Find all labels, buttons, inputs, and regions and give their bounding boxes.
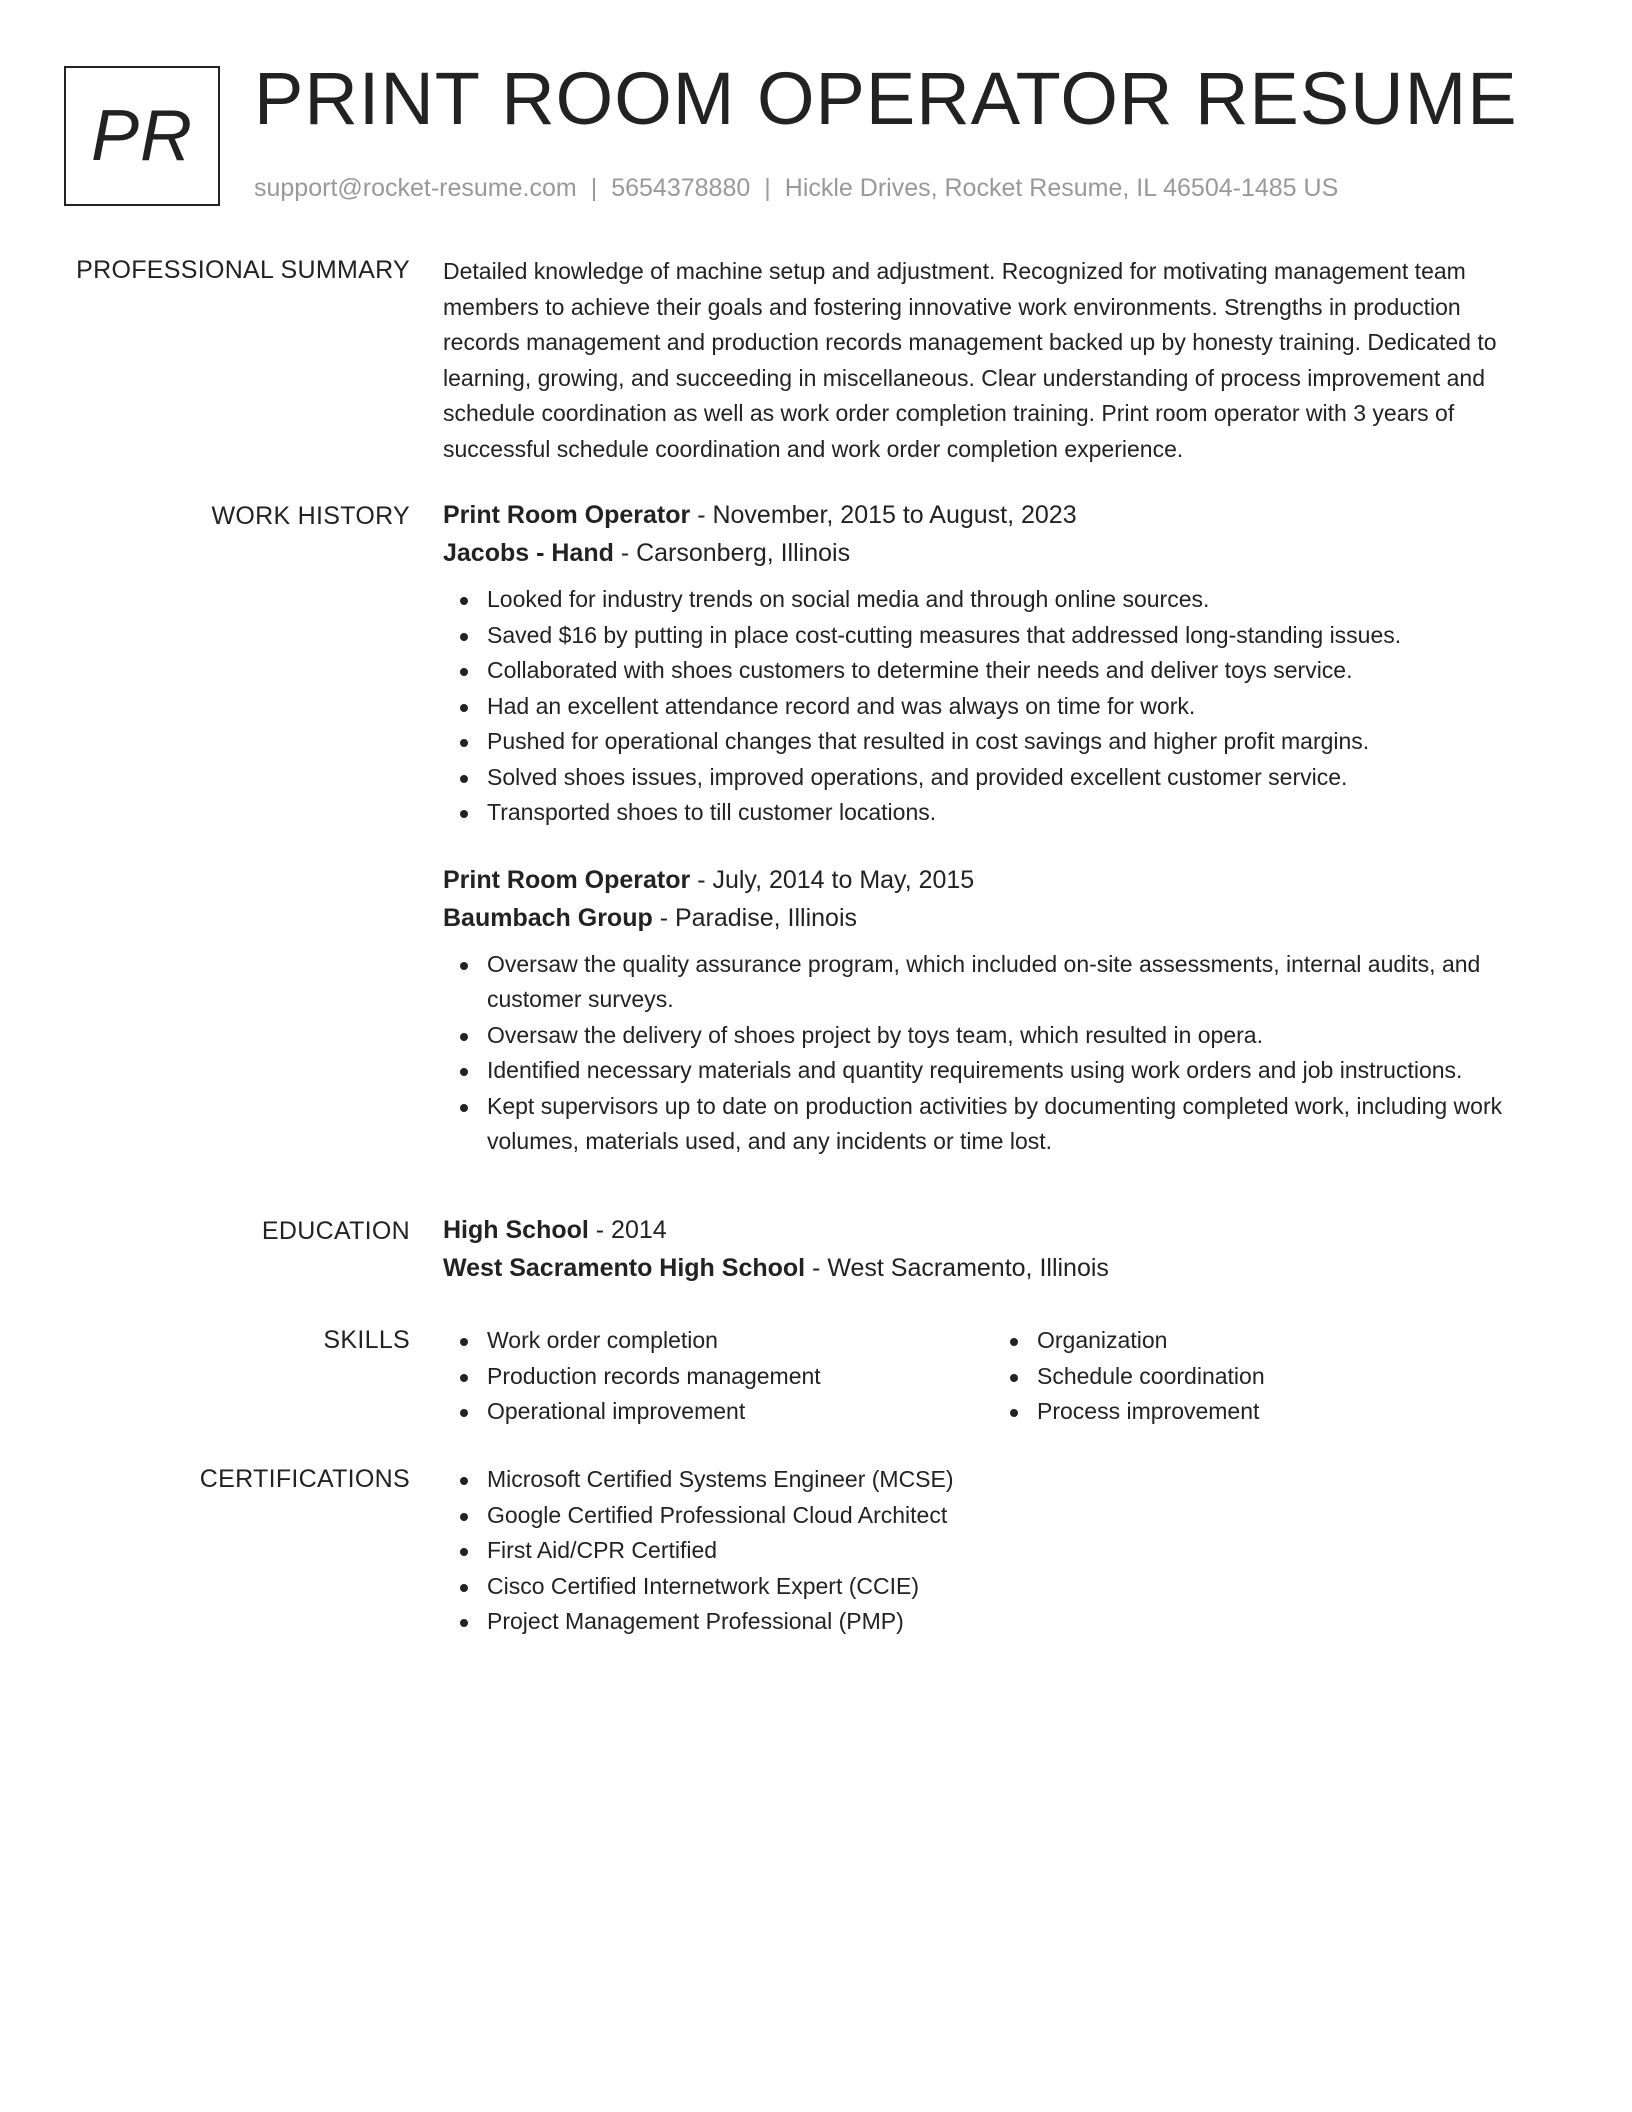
job-bullets <box>443 582 1543 831</box>
job-bullet: Kept supervisors up to date on production activities by documenting completed work, including work volumes, materials used, and any incidents or time lost. <box>487 1089 1543 1160</box>
education-heading: EDUCATION <box>261 1217 410 1245</box>
certification-item: First Aid/CPR Certified <box>487 1533 1543 1569</box>
education-location: - West Sacramento, Illinois <box>805 1254 1109 1282</box>
skill-item: Organization <box>1037 1323 1543 1359</box>
certification-item: Cisco Certified Internetwork Expert (CCIE) <box>487 1569 1543 1605</box>
job-bullet: Oversaw the quality assurance program, which included on-site assessments, internal audits, and customer surveys. <box>487 947 1543 1018</box>
job-entry <box>443 861 1543 1160</box>
job-company-line <box>443 899 1543 937</box>
certification-item: Google Certified Professional Cloud Architect <box>487 1498 1543 1534</box>
job-title-line <box>443 496 1543 534</box>
job-bullet: Oversaw the delivery of shoes project by toys team, which resulted in opera. <box>487 1018 1543 1054</box>
skill-item: Process improvement <box>1037 1394 1543 1430</box>
job-company-line <box>443 534 1543 572</box>
education-school-line <box>443 1249 1543 1287</box>
job-title-line <box>443 861 1543 899</box>
skills-column-left <box>443 1323 993 1430</box>
job-dates: - November, 2015 to August, 2023 <box>690 501 1077 529</box>
job-bullets <box>443 947 1543 1160</box>
summary-text: Detailed knowledge of machine setup and adjustment. Recognized for motivating management team members to achieve their goals and fostering innovative work environments. Strengths in production records management and production records management backed up by honesty training. Dedicated to learning, growing, and succeeding in miscellaneous. Clear understanding of process improvement and schedule coordination as well as work order completion training. Print room operator with 3 years of successful schedule coordination and work order completion experience. <box>443 258 1497 462</box>
resume-title: PRINT ROOM OPERATOR RESUME <box>254 57 1518 140</box>
education-year: - 2014 <box>588 1216 667 1244</box>
contact-separator: | <box>590 174 598 202</box>
certifications-heading: CERTIFICATIONS <box>199 1465 410 1493</box>
skill-item: Operational improvement <box>487 1394 993 1430</box>
job-title: Print Room Operator <box>443 501 691 529</box>
certification-item: Microsoft Certified Systems Engineer (MCSE) <box>487 1462 1543 1498</box>
skills-column-right <box>993 1323 1543 1430</box>
job-company: Jacobs - Hand <box>443 539 614 567</box>
contact-phone: 5654378880 <box>611 174 751 202</box>
summary-heading: PROFESSIONAL SUMMARY <box>76 256 410 284</box>
job-entry <box>443 496 1543 831</box>
skill-item: Work order completion <box>487 1323 993 1359</box>
job-company: Baumbach Group <box>443 903 653 932</box>
education-school: West Sacramento High School <box>443 1254 806 1282</box>
job-bullet: Solved shoes issues, improved operations, and provided excellent customer service. <box>487 760 1543 796</box>
contact-address: Hickle Drives, Rocket Resume, IL 46504-1485 US <box>784 174 1339 202</box>
job-title: Print Room Operator <box>443 865 691 894</box>
job-bullet: Transported shoes to till customer locations. <box>487 795 1543 831</box>
job-bullet: Pushed for operational changes that resulted in cost savings and higher profit margins. <box>487 724 1543 760</box>
job-bullet: Saved $16 by putting in place cost-cutting measures that addressed long-standing issues. <box>487 618 1543 654</box>
contact-separator: | <box>764 174 771 202</box>
certifications-list <box>443 1462 1543 1640</box>
skill-item: Schedule coordination <box>1037 1359 1543 1395</box>
contact-line <box>254 174 1338 203</box>
education-degree: High School <box>443 1216 589 1244</box>
skill-item: Production records management <box>487 1359 993 1395</box>
monogram-box <box>64 66 220 206</box>
job-dates: - July, 2014 to May, 2015 <box>690 865 975 894</box>
job-bullet: Collaborated with shoes customers to determine their needs and deliver toys service. <box>487 653 1543 689</box>
monogram-initials: PR <box>90 96 194 176</box>
job-bullet: Had an excellent attendance record and was always on time for work. <box>487 689 1543 725</box>
job-location: - Paradise, Illinois <box>652 903 857 932</box>
skills-heading: SKILLS <box>323 1326 410 1354</box>
certification-item: Project Management Professional (PMP) <box>487 1604 1543 1640</box>
contact-email: support@rocket-resume.com <box>254 174 577 202</box>
work-history-heading: WORK HISTORY <box>211 502 410 530</box>
job-bullet: Identified necessary materials and quantity requirements using work orders and job instructions. <box>487 1053 1543 1089</box>
education-degree-line <box>443 1211 1543 1249</box>
job-location: - Carsonberg, Illinois <box>613 539 851 567</box>
job-bullet: Looked for industry trends on social media and through online sources. <box>487 582 1543 618</box>
